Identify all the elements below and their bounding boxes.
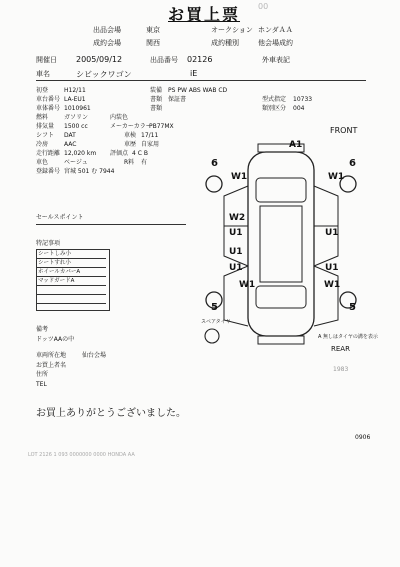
mark-u1-left-c: U1 — [229, 263, 243, 273]
spec-label: 排気量 — [36, 123, 55, 130]
rear-window — [256, 286, 306, 308]
tire-front-left — [206, 176, 222, 192]
car-name-label: 車名 — [36, 70, 50, 78]
exterior-label: 外車表記 — [262, 56, 290, 64]
spec-label: 走行距離 — [36, 150, 61, 157]
mark-w1-front-right: W1 — [328, 172, 345, 182]
notes-item: シートしみ小 — [36, 250, 106, 259]
mark-w2: W2 — [229, 213, 246, 223]
car-name-value: シビックワゴン — [76, 70, 132, 79]
inspection-label: 車検 — [124, 132, 137, 139]
spec-label: 車台番号 — [36, 96, 61, 103]
usage-value: 自家用 — [141, 141, 160, 148]
mark-w1-front-left: W1 — [231, 172, 248, 182]
docs2-label: 書類 — [150, 105, 163, 112]
rating-value: 4 C B — [132, 150, 148, 157]
docs-value: 保証書 — [168, 96, 187, 103]
tel-label: TEL — [36, 381, 47, 388]
contract-type-value: 他会場成約 — [258, 39, 293, 47]
mark-u1-left-a: U1 — [229, 228, 243, 238]
notes-item: シートすれ小 — [36, 259, 106, 268]
spec-value: LA-EU1 — [64, 96, 86, 103]
faint-print-line: LOT 2126 1 093 0000000 0000 HONDA AA — [28, 452, 135, 458]
notes-item — [36, 295, 106, 304]
category-value: 004 — [293, 105, 305, 112]
tire-front-left-value: 6 — [211, 158, 218, 169]
mark-u1-right-b: U1 — [325, 263, 339, 273]
sales-point-label: セールスポイント — [36, 214, 84, 221]
mark-w1-rear-left: W1 — [239, 280, 256, 290]
spec-label: 登録番号 — [36, 168, 61, 175]
remarks-label: 備考 — [36, 326, 49, 333]
spec-value: ベージュ — [64, 159, 88, 166]
buyer-label: お買上者名 — [36, 362, 67, 369]
mark-u1-left-b: U1 — [229, 247, 243, 257]
car-name-underline — [36, 80, 366, 81]
spec-value: 1500 cc — [64, 123, 88, 130]
front-label: FRONT — [330, 126, 358, 135]
spec-label: 車色 — [36, 159, 49, 166]
auction-label: オークション — [211, 26, 253, 34]
windshield — [256, 178, 306, 202]
sales-point-line — [36, 224, 186, 225]
maker-color-label: メーカーカラー — [110, 123, 152, 130]
notes-item — [36, 286, 106, 295]
date-value: 2005/09/12 — [76, 55, 123, 64]
equipment-label: 装備 — [150, 87, 163, 94]
mark-w1-rear-right: W1 — [324, 280, 341, 290]
spec-value: DAT — [64, 132, 76, 139]
rating-label: 評価点 — [110, 150, 129, 157]
tire-front-right-value: 6 — [349, 158, 356, 169]
contract-venue-label: 成約会場 — [93, 39, 121, 47]
equipment-value: PS PW ABS WAB CD — [168, 87, 228, 94]
spec-label: 車体番号 — [36, 105, 61, 112]
rear-bumper — [258, 336, 304, 344]
spec-value: AAC — [64, 141, 77, 148]
inspection-value: 17/11 — [141, 132, 159, 139]
spec-value: 12,020 km — [64, 150, 97, 157]
tire-rear-right-value: 5 — [349, 302, 356, 313]
grade-value: iE — [190, 69, 198, 78]
docs-label: 書類 — [150, 96, 163, 103]
mark-u1-right-a: U1 — [325, 228, 339, 238]
rear-label: REAR — [331, 345, 350, 353]
contract-venue-value: 関西 — [146, 39, 160, 47]
usage-label: 車歴 — [124, 141, 137, 148]
spec-value: 宮城 501 む 7944 — [64, 168, 115, 175]
venue-label: 出品会場 — [93, 26, 121, 34]
diagram-note: A 無しはタイヤの溝を表示 — [318, 334, 378, 340]
notes-heading: 特記事項 — [36, 240, 61, 247]
recycle-value: 有 — [141, 159, 148, 166]
spec-label: シフト — [36, 132, 55, 139]
roof — [260, 206, 302, 282]
thanks-message: お買上ありがとうございました。 — [36, 408, 186, 419]
lot-label: 出品番号 — [150, 56, 178, 64]
left-rear-panel — [224, 266, 248, 326]
notes-item: マッドガードA — [36, 277, 106, 286]
interior-color-label: 内装色 — [110, 114, 129, 121]
spec-value: H12/11 — [64, 87, 86, 94]
model-value: 10733 — [293, 96, 313, 103]
lot-value: 02126 — [187, 55, 213, 64]
diagram-code: 1983 — [333, 366, 349, 373]
contract-type-label: 成約種別 — [211, 39, 239, 47]
footer-code: 0906 — [355, 434, 371, 441]
storage-label: 車両所在地 — [36, 352, 67, 359]
spec-label: 初登 — [36, 87, 49, 94]
mark-a1: A1 — [289, 140, 303, 150]
spec-value: ガソリン — [64, 114, 89, 121]
maker-color-value: PB77MX — [149, 123, 174, 130]
address-label: 住所 — [36, 371, 49, 378]
spare-label: スペアタイヤ — [201, 319, 231, 325]
auction-value: ホンダＡＡ — [258, 26, 293, 34]
spec-value: 1010961 — [64, 105, 91, 112]
stamp-mark: 00 — [258, 2, 269, 11]
recycle-label: R料 — [124, 159, 135, 166]
notes-item: ホイールカバーA — [36, 268, 106, 277]
model-label: 型式指定 — [262, 96, 287, 103]
venue-value: 東京 — [146, 26, 160, 34]
date-label: 開催日 — [36, 56, 57, 64]
category-label: 類別区分 — [262, 105, 287, 112]
storage-value: 仙台会場 — [82, 352, 107, 359]
right-rear-panel — [314, 266, 341, 326]
spare-tire — [205, 329, 219, 343]
page-title: お買上票 — [168, 5, 241, 24]
spec-label: 燃料 — [36, 114, 49, 121]
remarks-value: ドッツAAの中 — [36, 336, 75, 343]
spec-label: 冷房 — [36, 141, 49, 148]
tire-rear-left-value: 5 — [211, 302, 218, 313]
